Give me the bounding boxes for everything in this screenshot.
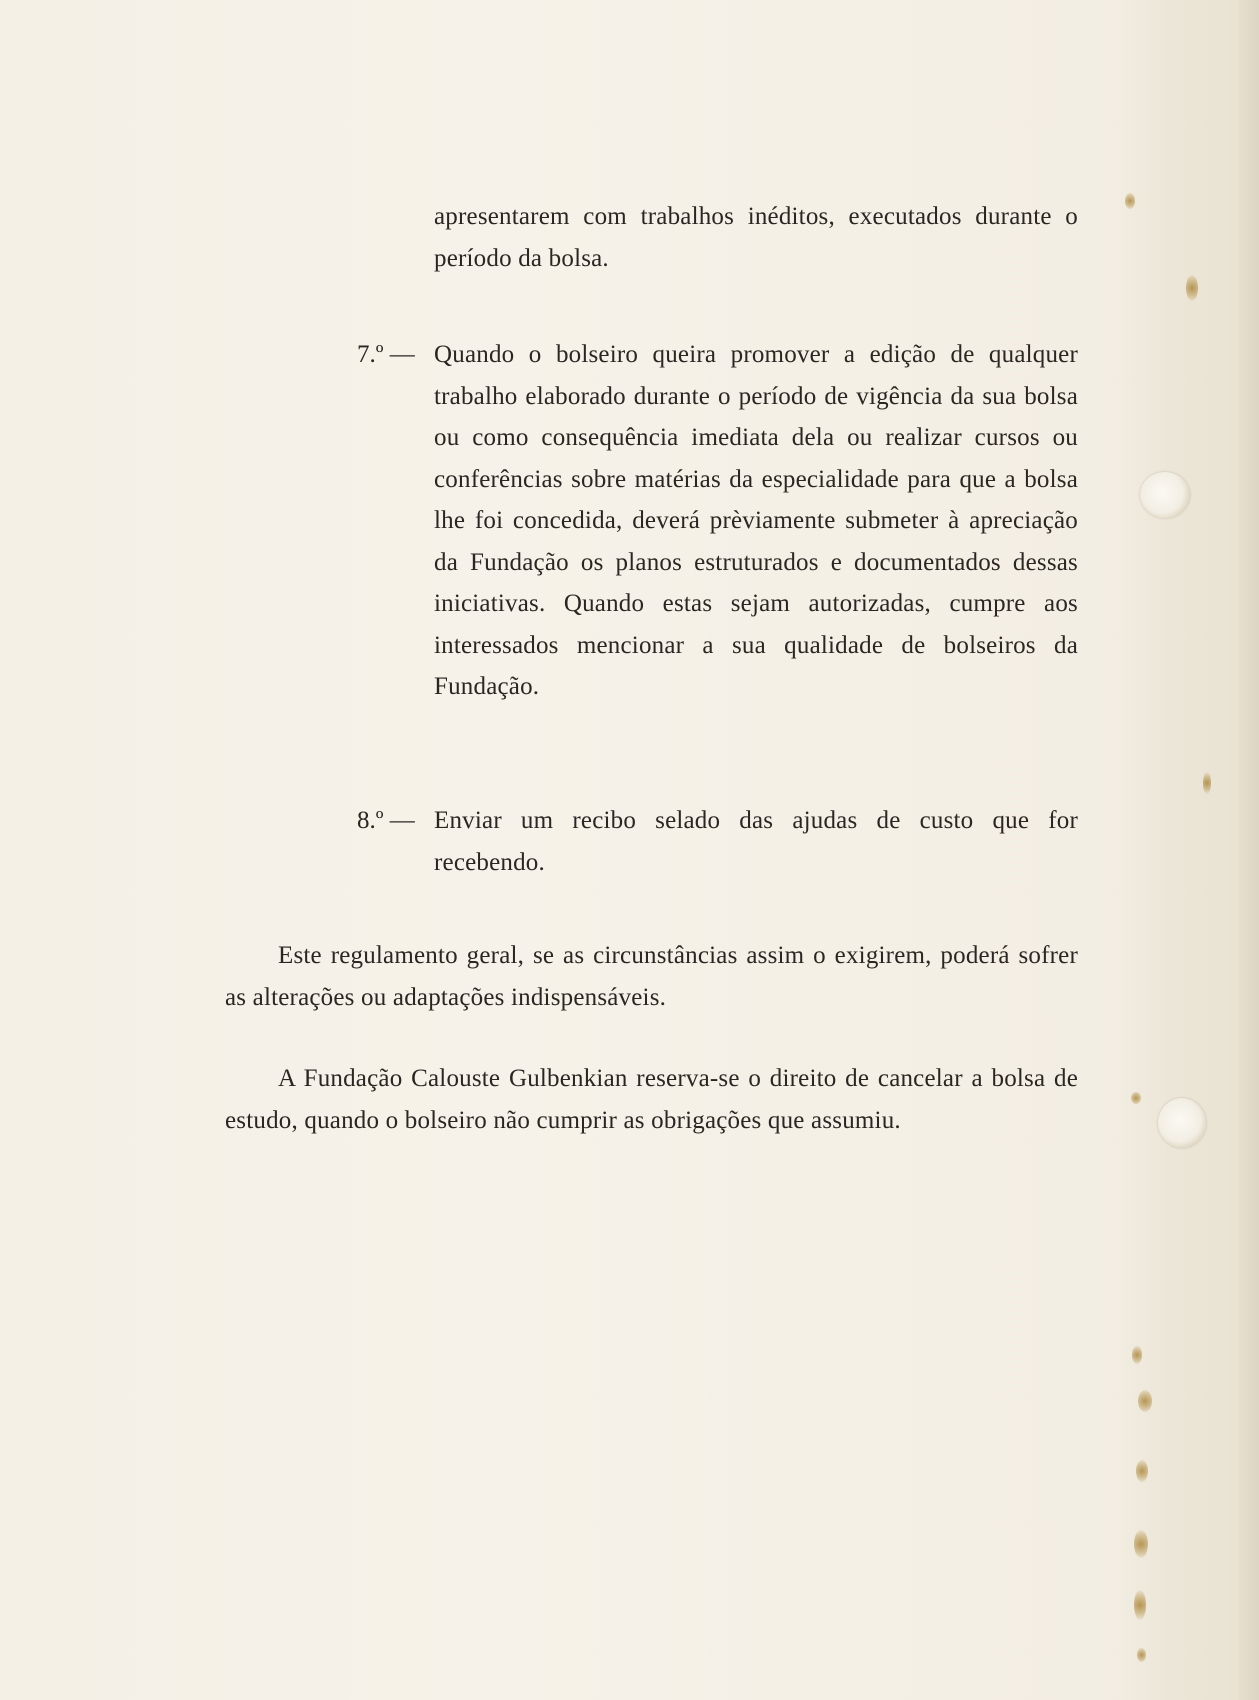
page-edge [1238, 0, 1259, 1700]
rust-stain [1131, 1092, 1141, 1104]
continuation-paragraph: apresentarem com trabalhos inéditos, executados durante o período da bolsa. [434, 203, 1078, 272]
rust-stain [1132, 1346, 1142, 1364]
rust-stain [1203, 772, 1211, 794]
item-number: 8.º — [357, 807, 415, 834]
item-text: Enviar um recibo selado das ajudas de custo que for recebendo. [434, 807, 1078, 876]
item-text: Quando o bolseiro queira promover a edição de qualquer trabalho elaborado durante o período de vigência da sua bolsa ou como consequência imediata dela ou realizar cursos ou conferências sobre matérias da especialidade para que a bolsa lhe foi concedida, deverá prèviamente submeter à apreciação da Fundação os planos estruturados e documentados dessas iniciativas. Quando estas sejam autorizadas, cumpre aos interessados mencionar a sua qualidade de bolseiros da Fundação. [434, 341, 1078, 700]
body-paragraph: Este regulamento geral, se as circunstâncias assim o exigirem, poderá sofrer as alterações ou adaptações indispensáveis. [225, 942, 1078, 1011]
item-number: 7.º — [357, 341, 415, 368]
rust-stain [1134, 1530, 1148, 1558]
rust-stain [1134, 1590, 1146, 1620]
binder-hole [1158, 1098, 1206, 1148]
rust-stain [1125, 193, 1135, 209]
rust-stain [1136, 1460, 1148, 1482]
rust-stain [1138, 1390, 1152, 1412]
rust-stain [1186, 275, 1198, 301]
body-paragraph: A Fundação Calouste Gulbenkian reserva-se o direito de cancelar a bolsa de estudo, quando o bolseiro não cumprir as obrigações que assumiu. [225, 1065, 1078, 1134]
rust-stain [1137, 1648, 1146, 1662]
binder-hole [1140, 472, 1190, 518]
